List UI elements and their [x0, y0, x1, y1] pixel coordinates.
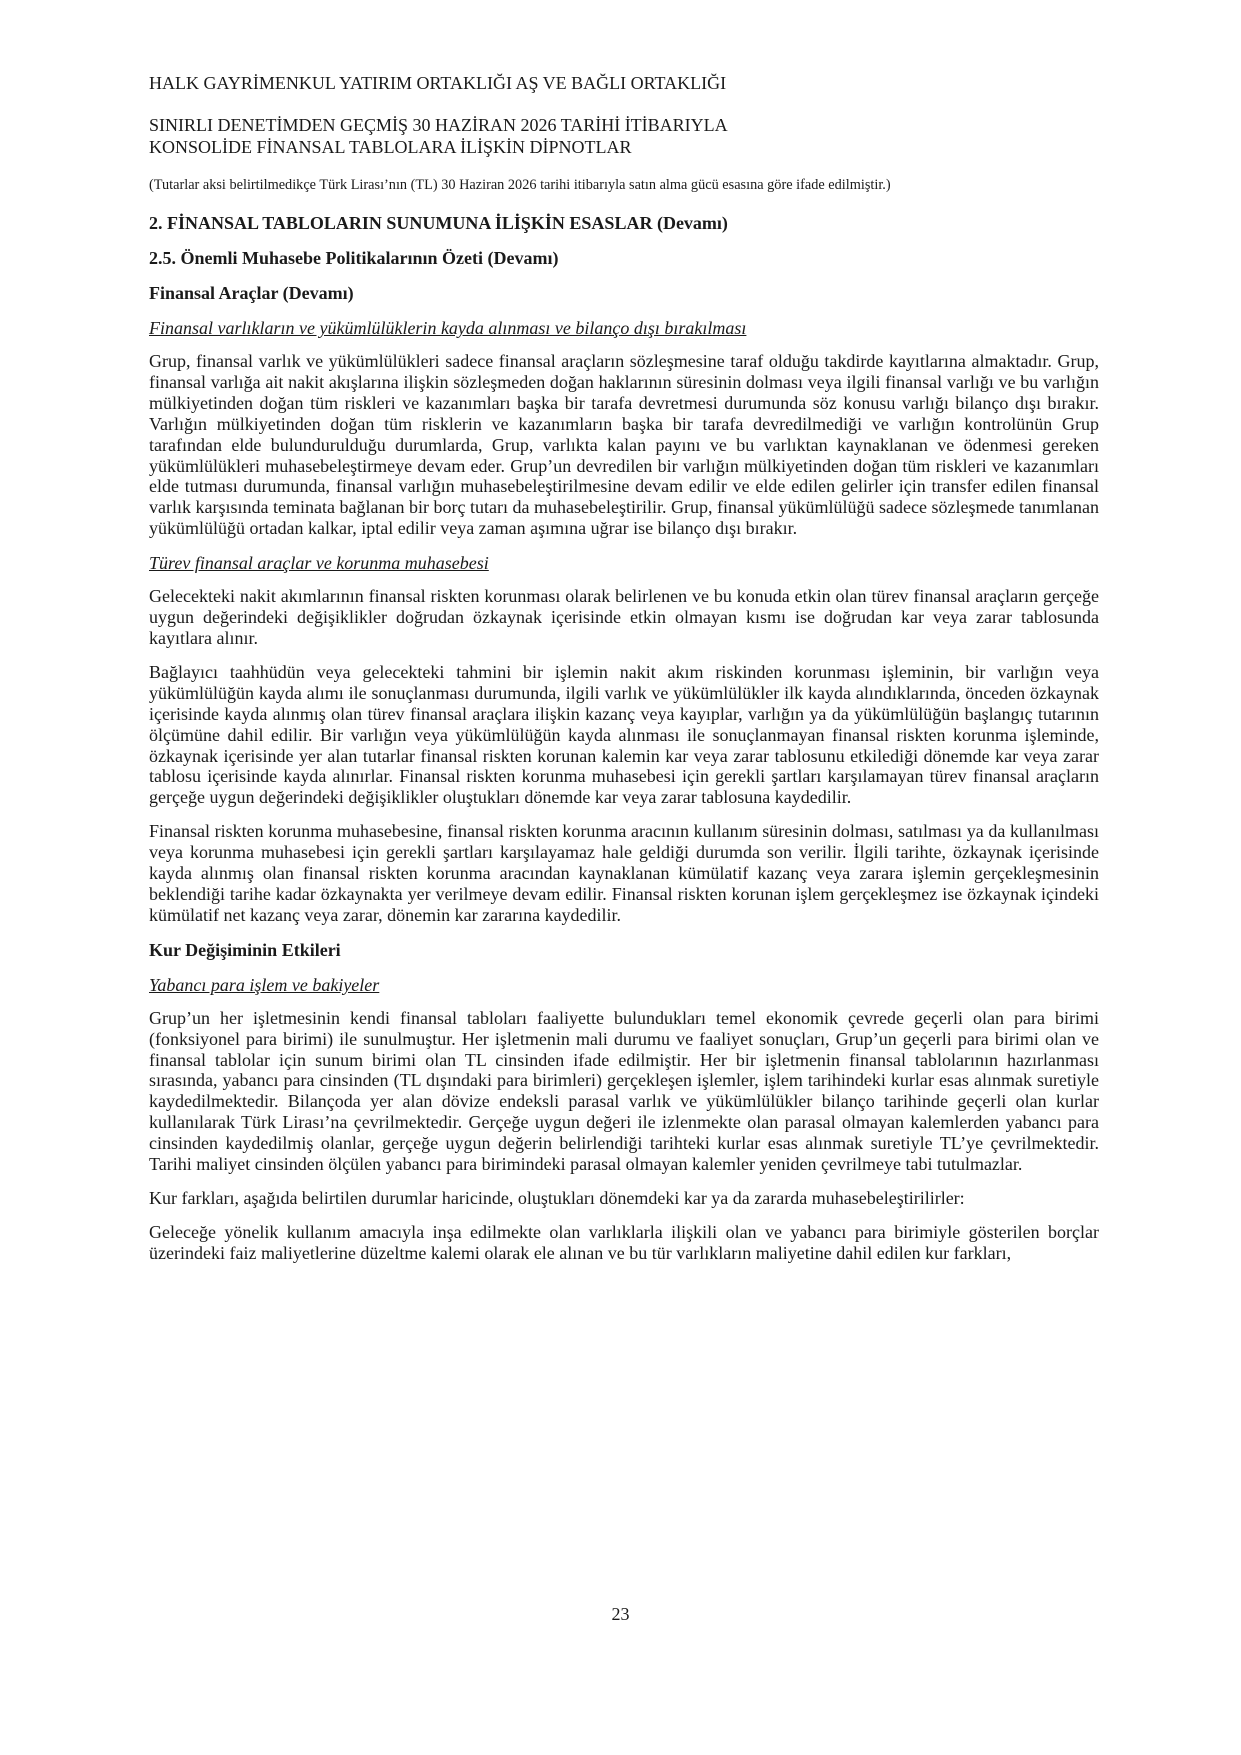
paragraph-exchange-differences: Kur farkları, aşağıda belirtilen durumlar haricinde, oluştukları dönemdeki kar ya da zararda muhasebeleştirilirler:: [149, 1188, 965, 1208]
paragraph-hedge-discontinuation: Finansal riskten korunma muhasebesine, finansal riskten korunma aracının kullanım süresinin dolması, satılması ya da kullanılması veya korunma muhasebesi için gerekli şartları karşılayamaz hale geldiği durumda son verilir. İlgili tarihte, özkaynak içerisinde kayda alınmış olan finansal riskten korunma aracından kaynaklanan kümülatif kazanç veya zarara işlemin gerçekleşmesinin beklendiği tarihe kadar özkaynakta yer verilmeye devam edilir. Finansal riskten korunan işlem gerçekleşmez ise özkaynak içindeki kümülatif net kazanç veya zarar, dönemin kar zararına kaydedilir.: [149, 821, 1099, 925]
currency-note: (Tutarlar aksi belirtilmedikçe Türk Lirası’nın (TL) 30 Haziran 2026 tarihi itibarıyla satın alma gücü esasına göre ifade edilmiştir.): [149, 177, 891, 193]
topic-heading-financial-instruments: Finansal Araçlar (Devamı): [149, 283, 354, 303]
page-number: 23: [611, 1604, 630, 1624]
section-heading: 2. FİNANSAL TABLOLARIN SUNUMUNA İLİŞKİN ESASLAR (Devamı): [149, 213, 728, 233]
report-title-line-1: SINIRLI DENETİMDEN GEÇMİŞ 30 HAZİRAN 2026 TARİHİ İTİBARIYLA: [149, 115, 728, 135]
subheading-recognition-derecognition: Finansal varlıkların ve yükümlülüklerin kayda alınması ve bilanço dışı bırakılması: [149, 318, 747, 338]
paragraph-cash-flow-hedge: Gelecekteki nakit akımlarının finansal riskten korunması olarak belirlenen ve bu konuda etkin olan türev finansal araçların gerçeğe uygun değerindeki değişiklikler doğrudan özkaynak içerisinde etkin olmayan kısmı ise doğrudan kar veya zarar tablosunda kayıtlara alınır.: [149, 586, 1099, 648]
report-title-line-2: KONSOLİDE FİNANSAL TABLOLARA İLİŞKİN DİPNOTLAR: [149, 137, 632, 157]
subheading-fx-transactions: Yabancı para işlem ve bakiyeler: [149, 974, 380, 995]
topic-heading-fx-effects: Kur Değişiminin Etkileri: [149, 939, 341, 960]
subheading-derivatives-hedging: Türev finansal araçlar ve korunma muhasebesi: [149, 553, 489, 574]
paragraph-hedge-recognition: Bağlayıcı taahhüdün veya gelecekteki tahmini bir işlemin nakit akım riskinden korunması işleminin, bir varlığın veya yükümlülüğün kayda alımı ile sonuçlanması durumunda, ilgili varlık ve yükümlülükler ilk kayda alındıklarında, önceden özkaynak içerisinde kayda alınmış olan türev finansal araçlara ilişkin kazanç veya kayıplar, varlığın ya da yükümlülüğün başlangıç tutarının ölçümüne dahil edilir. Bir varlığın veya yükümlülüğün kayda alınması ile sonuçlanmayan finansal riskten korunma işleminde, özkaynak içerisinde yer alan tutarlar finansal riskten korunan kalemin kar veya zarar tablosunu etkilediği dönemde kar veya zarar tablosu içerisinde kayda alınırlar. Finansal riskten korunma muhasebesi için gerekli şartları karşılamayan türev finansal araçların gerçeğe uygun değerindeki değişiklikler oluştukları dönemde kar veya zarar tablosuna kaydedilir.: [149, 661, 1099, 808]
paragraph-recognition: Grup, finansal varlık ve yükümlülükleri sadece finansal araçların sözleşmesine taraf olduğu takdirde kayıtlarına almaktadır. Grup, finansal varlığa ait nakit akışlarına ilişkin sözleşmeden doğan haklarının süresinin dolması veya ilgili finansal varlığı ve bu varlığın mülkiyetinden doğan tüm riskleri ve kazanımları başka bir tarafa devretmesi durumunda söz konusu varlığı bilanço dışı bırakır. Varlığın mülkiyetinden doğan tüm risklerin ve kazanımların başka bir tarafa devredilmediği ve varlığın kontrolünün Grup tarafından elde bulundurulduğu durumlarda, Grup, varlıkta kalan payını ve bu varlıktan kaynaklanan ve ödenmesi gereken yükümlülükleri muhasebeleştirmeye devam eder. Grup’un devredilen bir varlığın mülkiyetinden doğan tüm riskleri ve kazanımları elde tutması durumunda, finansal varlığın muhasebeleştirilmesine devam edilir ve elde edilen gelirler için transfer edilen finansal varlık karşısında teminata bağlanan bir borç tutarı da muhasebeleştirilir. Grup, finansal yükümlülüğü sadece sözleşmede tanımlanan yükümlülüğü ortadan kalkar, iptal edilir veya zaman aşımına uğrar ise bilanço dışı bırakır.: [149, 351, 1099, 539]
company-name: HALK GAYRİMENKUL YATIRIM ORTAKLIĞI AŞ VE BAĞLI ORTAKLIĞI: [149, 73, 727, 93]
page-content: [149, 72, 1099, 1264]
subsection-heading: 2.5. Önemli Muhasebe Politikalarının Özeti (Devamı): [149, 248, 559, 268]
paragraph-functional-currency: Grup’un her işletmesinin kendi finansal tabloları faaliyette bulundukları temel ekonomik çevrede geçerli olan para birimi (fonksiyonel para birimi) ile sunulmuştur. Her işletmenin mali durumu ve faaliyet sonuçları, Grup’un geçerli para birimi olan ve finansal tablolar için sunum birimi olan TL cinsinden ifade edilmiştir. Her bir işletmenin finansal tablolarının hazırlanması sırasında, yabancı para cinsinden (TL dışındaki para birimleri) gerçekleşen işlemler, işlem tarihindeki kurlar esas alınmak suretiyle kaydedilmektedir. Bilançoda yer alan dövize endeksli parasal varlık ve yükümlülükler bilanço tarihinde geçerli olan kurlar kullanılarak Türk Lirası’na çevrilmektedir. Gerçeğe uygun değeri ile izlenmekte olan parasal olmayan kalemlerden yabancı para cinsinden kaydedilmiş olanlar, gerçeğe uygun değerin belirlendiği tarihteki kurlar esas alınmak suretiyle TL’ye çevrilmektedir. Tarihi maliyet cinsinden ölçülen yabancı para birimindeki parasal olmayan kalemler yeniden çevrilmeye tabi tutulmazlar.: [149, 1007, 1099, 1175]
paragraph-borrowing-costs: Geleceğe yönelik kullanım amacıyla inşa edilmekte olan varlıklarla ilişkili olan ve yabancı para birimiyle gösterilen borçlar üzerindeki faiz maliyetlerine düzeltme kalemi olarak ele alınan ve bu tür varlıkların maliyetine dahil edilen kur farkları,: [149, 1221, 1099, 1263]
